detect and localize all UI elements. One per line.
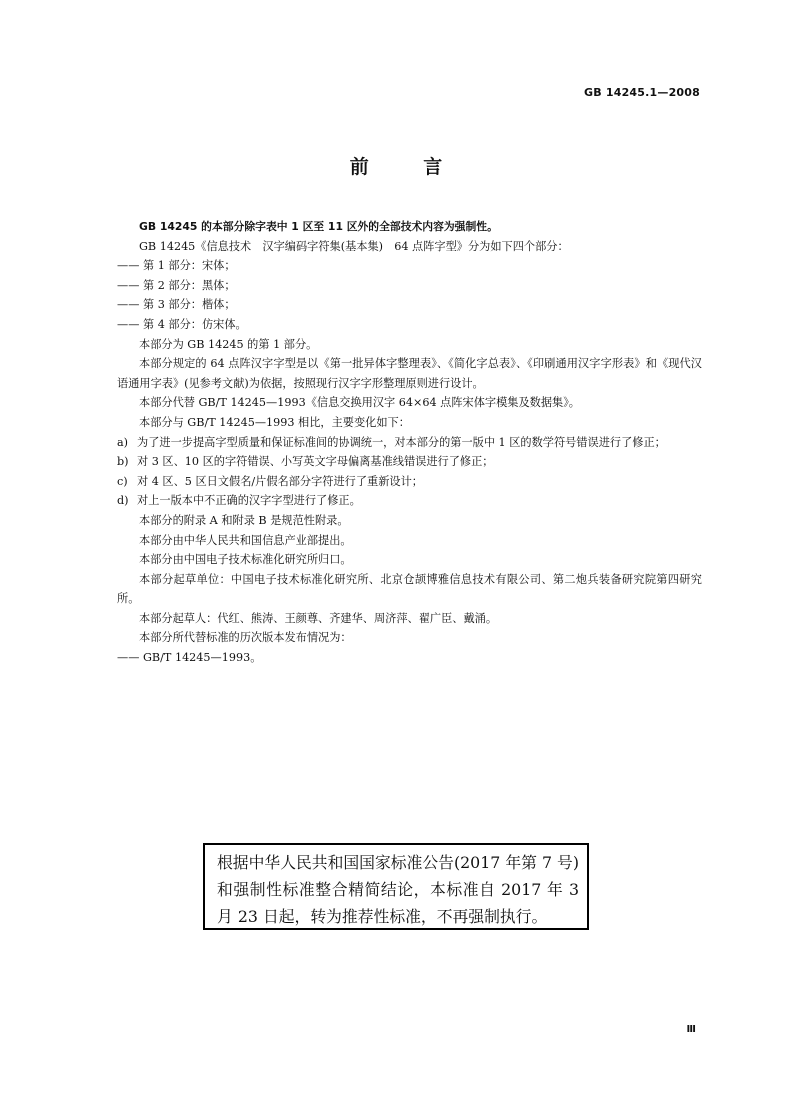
- list-item: —— 第 2 部分：黑体；: [117, 278, 236, 292]
- basis-paragraph: 本部分规定的 64 点阵汉字字型是以《第一批异体字整理表》、《简化字总表》、《印刷通用汉字字形表》和《现代汉语通用字表》(见参考文献)为依据，按照现行汉字字形整理原则进行设计。: [117, 357, 702, 390]
- change-item: d) 对上一版本中不正确的汉字字型进行了修正。: [117, 494, 361, 508]
- part-statement: 本部分为 GB 14245 的第 1 部分。: [139, 337, 318, 351]
- page-number: Ⅲ: [686, 1024, 696, 1035]
- administrator-paragraph: 本部分由中国电子技术标准化研究所归口。: [139, 553, 352, 567]
- parts-intro: GB 14245《信息技术 汉字编码字符集(基本集) 64 点阵字型》分为如下四个部分：: [139, 239, 569, 253]
- change-item: a) 为了进一步提高字型质量和保证标准间的协调统一，对本部分的第一版中 1 区的数学符号错误进行了修正；: [117, 435, 666, 449]
- mandatory-statement: GB 14245 的本部分除字表中 1 区至 11 区外的全部技术内容为强制性。: [139, 220, 498, 233]
- change-item: b) 对 3 区、10 区的字符错误、小写英文字母偏离基准线错误进行了修正；: [117, 455, 494, 469]
- appendix-paragraph: 本部分的附录 A 和附录 B 是规范性附录。: [139, 513, 349, 527]
- notice-box: 根据中华人民共和国国家标准公告(2017 年第 7 号)和强制性标准整合精简结论，本标准自 2017 年 3 月 23 日起，转为推荐性标准，不再强制执行。: [203, 843, 589, 930]
- foreword-body: [117, 217, 702, 668]
- proposer-paragraph: 本部分由中华人民共和国信息产业部提出。: [139, 533, 352, 547]
- changes-intro: 本部分与 GB/T 14245—1993 相比，主要变化如下：: [139, 415, 410, 429]
- list-item: —— 第 3 部分：楷体；: [117, 298, 236, 312]
- list-item: —— 第 1 部分：宋体；: [117, 259, 236, 273]
- drafters-paragraph: 本部分起草人：代红、熊涛、王颜尊、齐建华、周济萍、翟广臣、戴涌。: [139, 611, 498, 625]
- list-item: —— GB/T 14245—1993。: [117, 651, 262, 665]
- history-intro: 本部分所代替标准的历次版本发布情况为：: [139, 631, 352, 645]
- change-item: c) 对 4 区、5 区日文假名/片假名部分字符进行了重新设计；: [117, 474, 423, 488]
- page-title: 前 言: [349, 156, 467, 178]
- standard-code: GB 14245.1—2008: [584, 86, 700, 99]
- drafting-units-paragraph: 本部分起草单位：中国电子技术标准化研究所、北京仓颉博雅信息技术有限公司、第二炮兵装备研究院第四研究所。: [117, 572, 702, 606]
- replacement-paragraph: 本部分代替 GB/T 14245—1993《信息交换用汉字 64×64 点阵宋体字模集及数据集》。: [139, 396, 580, 410]
- list-item: —— 第 4 部分：仿宋体。: [117, 317, 247, 331]
